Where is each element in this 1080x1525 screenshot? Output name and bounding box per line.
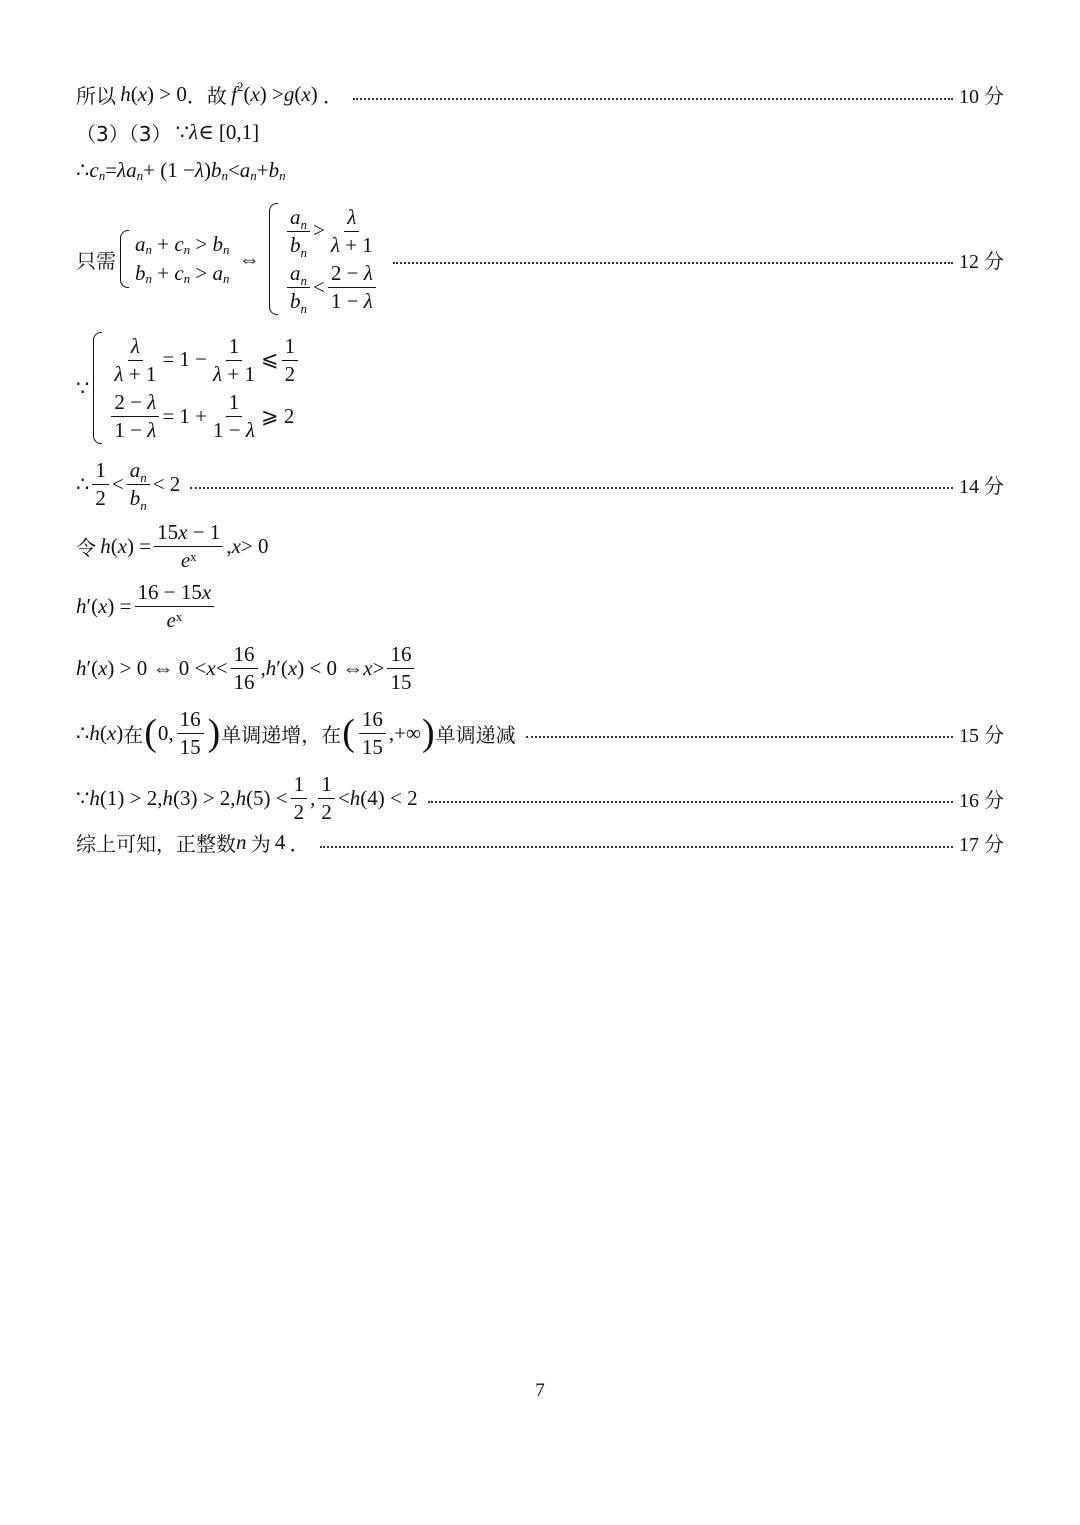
math-expression: h ′( x ) = $\frac{16 - 15x}{e^x}$	[76, 580, 217, 632]
math-expression: ∴ h ( x ) 在 ( 0, $\frac{16}{15}$ ) 单调递增，在 ( $\frac{16}{15}$ ,+∞ ) 单调递减	[76, 706, 516, 759]
score-marker: 12 分	[959, 250, 1004, 273]
line-prefix: 综上可知，正整数	[76, 832, 236, 856]
bound-system: $\frac{\lambda}{\lambda + 1}$ = 1 − $\frac{1}{\lambda + 1}$ ⩽ $\frac{1}{2}$ $\frac{2 - \lambda}{1 - \lambda}$ = 1 + $\frac{1}{1 - \lambda}$ ⩾ 2	[93, 332, 301, 445]
solution-line-5: ∵ $\frac{\lambda}{\lambda + 1}$ = 1 − $\frac{1}{\lambda + 1}$ ⩽ $\frac{1}{2}$ $\frac{2 - \lambda}{1 - \lambda}$ = 1 + $\frac{1}{1 - \lambda}$ ⩾ 2	[76, 330, 1004, 446]
line-prefix: 所以	[76, 84, 116, 108]
math-expression: ∵ λ ∈ [0,1]	[171, 120, 260, 144]
solution-line-9	[76, 640, 1004, 696]
dot-leader	[320, 846, 953, 848]
score-marker: 10 分	[959, 86, 1004, 108]
solution-line-12	[76, 828, 1004, 857]
score-marker: 14 分	[959, 475, 1004, 498]
score-marker: 15 分	[959, 724, 1004, 747]
math-expression: h ( x ) = $\frac{15x - 1}{e^x}$ , x > 0	[100, 519, 269, 572]
math-expression: n 为 4 ．	[236, 830, 310, 856]
line-prefix: 令	[76, 535, 96, 560]
score-marker: 17 分	[959, 834, 1004, 856]
solution-line-11	[76, 770, 1004, 826]
dot-leader	[393, 262, 953, 264]
solution-line-2	[76, 118, 1004, 147]
solution-line-8	[76, 578, 1004, 634]
math-expression: ∴ $\frac{1}{2}$ < $\frac{a_n}{b_n}$ < 2	[76, 457, 181, 513]
part-label: （3）（3）	[76, 122, 172, 146]
math-expression: h ( x ) > 0 ．故 f 2 ( x ) > g ( x ) ．	[120, 78, 343, 108]
dot-leader	[190, 487, 953, 489]
solution-line-4: 只需 a n + c n > b n b n + c n > a n ⇔ $\frac{a_n}{b_n}$ > $\frac{\lambda}{\lambda + 1}$ $\frac{a_n}{b_n}$ < $\frac{2 - \lambda}{1 - \lambda}$ 12 分	[76, 204, 1004, 317]
dot-leader	[353, 98, 953, 100]
solution-line-3	[76, 158, 1004, 183]
solution-line-7	[76, 518, 1004, 574]
condition-system-left: a n + c n > b n b n + c n > a n	[120, 230, 230, 288]
condition-system-right: $\frac{a_n}{b_n}$ > $\frac{\lambda}{\lambda + 1}$ $\frac{a_n}{b_n}$ < $\frac{2 - \lambda}{1 - \lambda}$	[269, 203, 379, 316]
page-number: 7	[535, 1380, 545, 1401]
math-expression: h ′( x ) > 0 ⇔ 0 < x < $\frac{16}{16}$ , h ′( x ) < 0 ⇔ x > $\frac{16}{15}$	[76, 642, 417, 694]
solution-line-1	[76, 80, 1004, 109]
solution-line-10	[76, 704, 1004, 762]
score-marker: 16 分	[959, 789, 1004, 812]
math-expression: ∵ h (1) > 2, h (3) > 2, h (5) < $\frac{1}{2}$ , $\frac{1}{2}$ < h (4) < 2	[76, 771, 418, 824]
solution-line-6	[76, 456, 1004, 512]
math-expression: ∴ c n = λa n + (1 − λ ) b n < a n + b n	[76, 158, 286, 183]
dot-leader	[428, 801, 953, 803]
line-prefix: 只需	[76, 248, 116, 273]
dot-leader	[526, 736, 953, 738]
